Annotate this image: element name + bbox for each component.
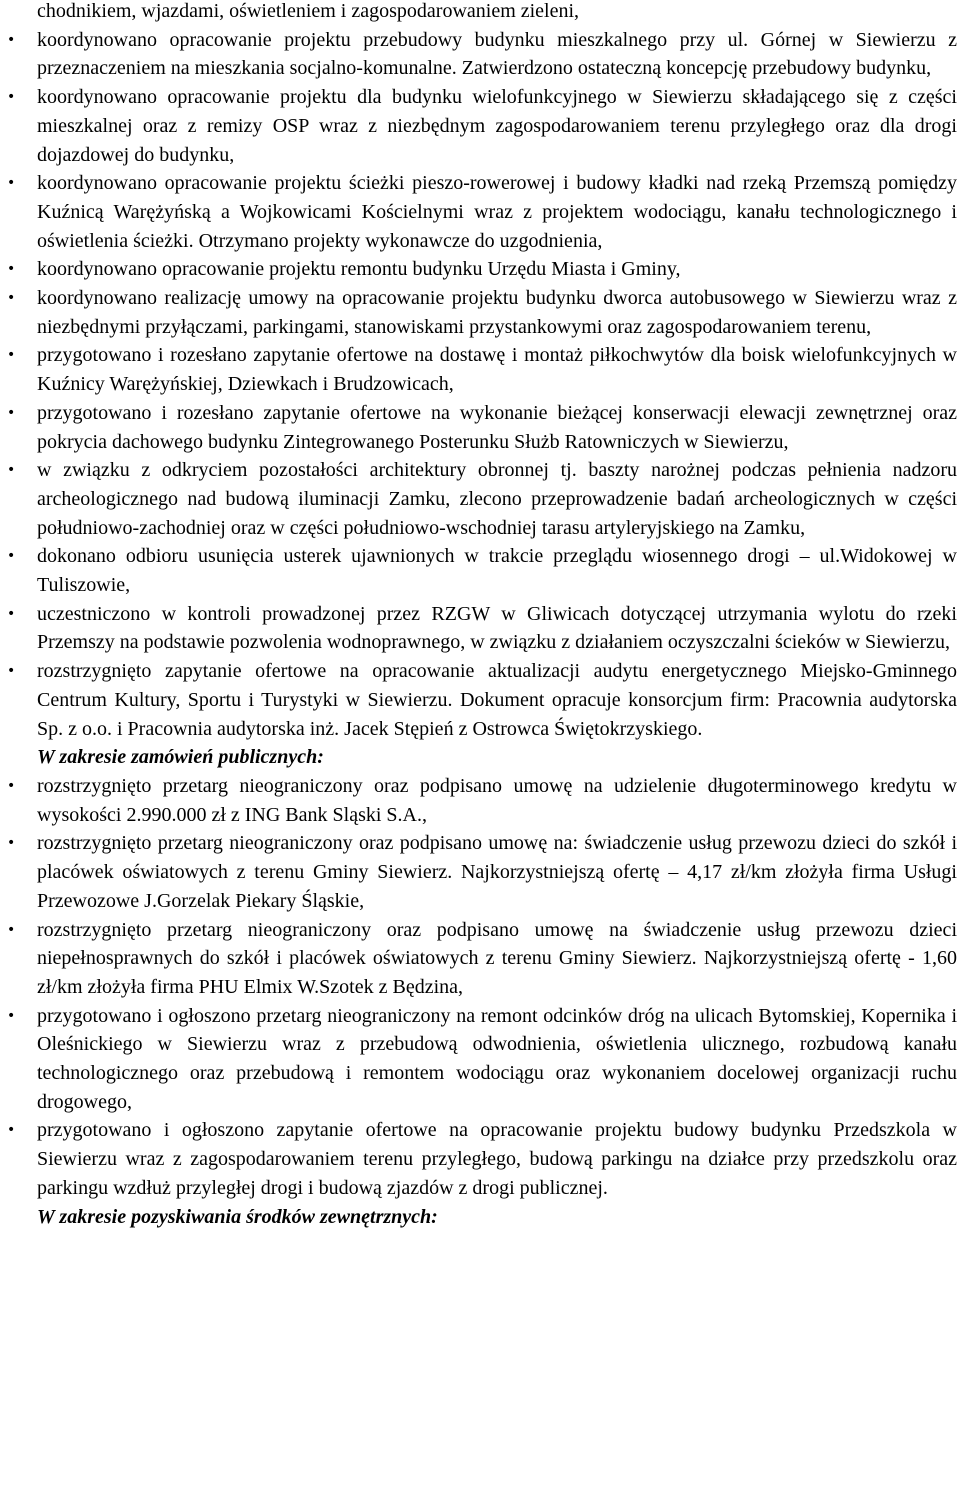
list-item: • rozstrzygnięto przetarg nieograniczony oraz podpisano umowę na świadczenie usług przewozu dzieci niepełnosprawnych do szkół i placówek oświatowych z terenu Gminy Siewierz. Najkorzystniejszą ofertę - 1,60 zł/km złożyła firma PHU Elmix W.Szotek z Będzina, xyxy=(37,916,957,1002)
list-item: • koordynowano opracowanie projektu przebudowy budynku mieszkalnego przy ul. Górnej w Siewierzu z przeznaczeniem na mieszkania socjalno-komunalne. Zatwierdzono ostateczną koncepcję przebudowy budynku, xyxy=(37,26,957,83)
list-item: • w związku z odkryciem pozostałości architektury obronnej tj. baszty narożnej podczas pełnienia nadzoru archeologicznego nad budową iluminacji Zamku, zlecono przeprowadzenie badań archeologicznych w części południowo-zachodniej oraz w części południowo-wschodniej tarasu artyleryjskiego na Zamku, xyxy=(37,456,957,542)
list-item: • koordynowano opracowanie projektu remontu budynku Urzędu Miasta i Gminy, xyxy=(37,255,957,284)
list-item: • koordynowano opracowanie projektu dla budynku wielofunkcyjnego w Siewierzu składającego się z części mieszkalnej oraz z remizy OSP wraz z niezbędnym zagospodarowaniem terenu przyległego oraz dla drogi dojazdowej do budynku, xyxy=(37,83,957,169)
list-item: • rozstrzygnięto przetarg nieograniczony oraz podpisano umowę na: świadczenie usług przewozu dzieci do szkół i placówek oświatowych z terenu Gminy Siewierz. Najkorzystniejszą ofertę – 4,17 zł/km złożyła firma Usługi Przewozowe J.Gorzelak Piekary Śląskie, xyxy=(37,829,957,915)
list-item: • koordynowano realizację umowy na opracowanie projektu budynku dworca autobusowego w Siewierzu wraz z niezbędnymi przyłączami, parkingami, stanowiskami przystankowymi oraz zagospodarowaniem terenu, xyxy=(37,284,957,341)
list-item: • koordynowano opracowanie projektu ścieżki pieszo-rowerowej i budowy kładki nad rzeką Przemszą pomiędzy Kuźnicą Warężyńską a Wojkowicami Kościelnymi wraz z projektem wodociągu, kanału technologicznego i oświetlenia ścieżki. Otrzymano projekty wykonawcze do uzgodnienia, xyxy=(37,169,957,255)
list-item: • przygotowano i ogłoszono przetarg nieograniczony na remont odcinków dróg na ulicach Bytomskiej, Kopernika i Oleśnickiego w Siewierzu wraz z przebudową odwodnienia, oświetlenia ulicznego, rozbudową kanału technologicznego oraz przebudową i remontem wodociągu oraz wykonaniem docelowej organizacji ruchu drogowego, xyxy=(37,1002,957,1117)
list-item: • dokonano odbioru usunięcia usterek ujawnionych w trakcie przeglądu wiosennego drogi – ul.Widokowej w Tuliszowie, xyxy=(37,542,957,599)
investment-activities-list xyxy=(37,26,957,744)
list-item: • przygotowano i rozesłano zapytanie ofertowe na dostawę i montaż piłkochwytów dla boisk wielofunkcyjnych w Kuźnicy Warężyńskiej, Dziewkach i Brudzowicach, xyxy=(37,341,957,398)
continued-text-line: chodnikiem, wjazdami, oświetleniem i zagospodarowaniem zieleni, xyxy=(37,0,580,22)
list-item: • uczestniczono w kontroli prowadzonej przez RZGW w Gliwicach dotyczącej utrzymania wylotu do rzeki Przemszy na podstawie pozwolenia wodnoprawnego, w związku z działaniem oczyszczalni ścieków w Siewierzu, xyxy=(37,600,957,657)
list-item: • przygotowano i rozesłano zapytanie ofertowe na wykonanie bieżącej konserwacji elewacji zewnętrznej oraz pokrycia dachowego budynku Zintegrowanego Posterunku Służb Ratowniczych w Siewierzu, xyxy=(37,399,957,456)
list-item: • rozstrzygnięto przetarg nieograniczony oraz podpisano umowę na udzielenie długoterminowego kredytu w wysokości 2.990.000 zł z ING Bank Sląski S.A., xyxy=(37,772,957,829)
list-item: • przygotowano i ogłoszono zapytanie ofertowe na opracowanie projektu budowy budynku Przedszkola w Siewierzu wraz z zagospodarowaniem terenu przyległego, budową parkingu na działce przy przedszkolu oraz parkingu wzdłuż przyległej drogi i budową zjazdów z drogi publicznej. xyxy=(37,1116,957,1202)
list-item: • rozstrzygnięto zapytanie ofertowe na opracowanie aktualizacji audytu energetycznego Miejsko-Gminnego Centrum Kultury, Sportu i Turystyki w Siewierzu. Dokument opracuje konsorcjum firm: Pracownia audytorska Sp. z o.o. i Pracownia audytorska inż. Jacek Stępień z Ostrowca Świętokrzyskiego. xyxy=(37,657,957,743)
section-heading-external-funds: W zakresie pozyskiwania środków zewnętrznych: xyxy=(37,1205,438,1228)
section-heading-public-orders: W zakresie zamówień publicznych: xyxy=(37,746,324,769)
public-orders-list xyxy=(37,772,957,1203)
